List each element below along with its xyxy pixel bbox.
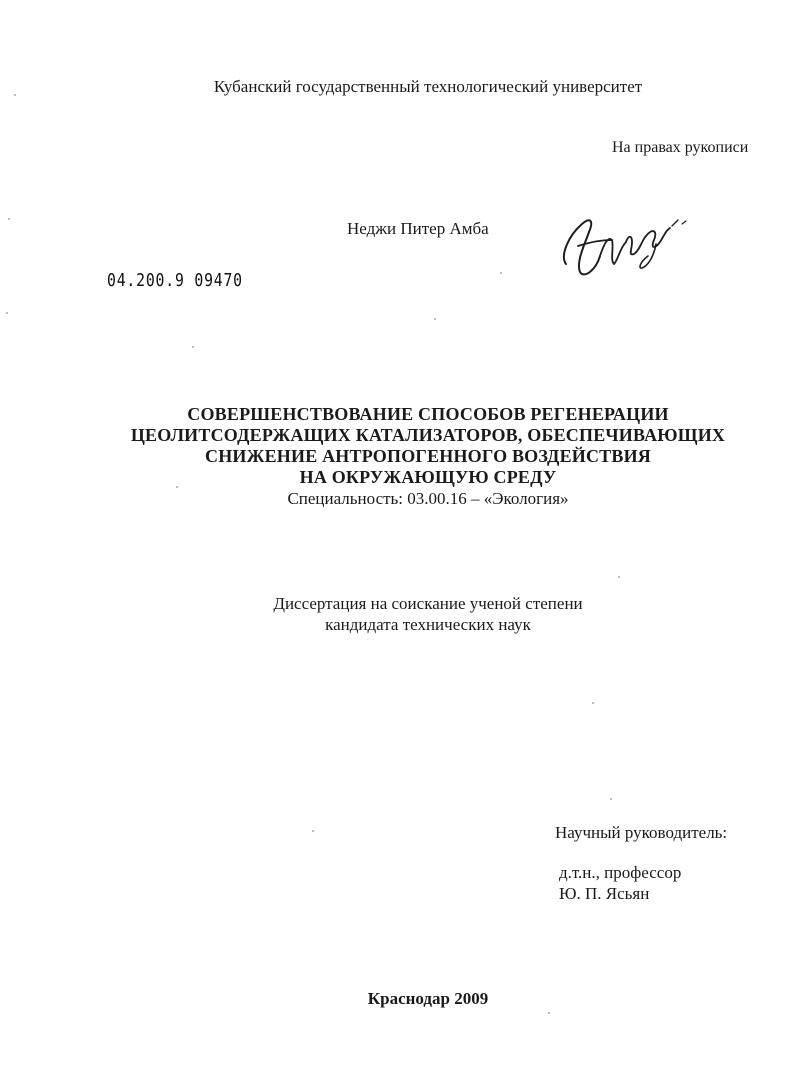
scan-speck <box>548 1012 550 1014</box>
supervisor-name: Ю. П. Ясьян <box>559 884 650 903</box>
scan-speck <box>312 830 314 832</box>
author-name: Неджи Питер Амба <box>347 219 489 238</box>
registration-stamp: 04.200.9 09470 <box>107 270 243 291</box>
signature-icon <box>556 206 696 281</box>
scan-speck <box>6 312 8 314</box>
scan-speck <box>434 318 436 320</box>
scan-speck <box>592 702 594 704</box>
university-name: Кубанский государственный технологический университет <box>213 77 643 96</box>
supervisor-label: Научный руководитель: <box>555 823 728 842</box>
degree-statement <box>0 593 794 635</box>
degree-statement-line: кандидата технических наук <box>325 615 531 634</box>
specialty: Специальность: 03.00.16 – «Экология» <box>287 489 569 508</box>
manuscript-note: На правах рукописи <box>612 139 749 156</box>
scan-speck <box>176 486 178 488</box>
dissertation-title <box>0 404 794 509</box>
title-line: СНИЖЕНИЕ АНТРОПОГЕННОГО ВОЗДЕЙСТВИЯ <box>205 446 651 466</box>
scan-speck <box>192 346 194 348</box>
supervisor-degree: д.т.н., профессор <box>559 863 682 882</box>
scan-speck <box>618 576 620 578</box>
scan-speck <box>14 94 16 96</box>
scan-speck <box>610 798 612 800</box>
degree-statement-line: Диссертация на соискание ученой степени <box>273 594 583 613</box>
city-year: Краснодар 2009 <box>367 989 489 1008</box>
title-line: СОВЕРШЕНСТВОВАНИЕ СПОСОБОВ РЕГЕНЕРАЦИИ <box>187 404 669 424</box>
title-line: ЦЕОЛИТСОДЕРЖАЩИХ КАТАЛИЗАТОРОВ, ОБЕСПЕЧИВАЮЩИХ <box>130 425 726 445</box>
scan-speck <box>8 218 10 220</box>
title-line: НА ОКРУЖАЮЩУЮ СРЕДУ <box>299 467 557 487</box>
scan-speck <box>500 272 502 274</box>
